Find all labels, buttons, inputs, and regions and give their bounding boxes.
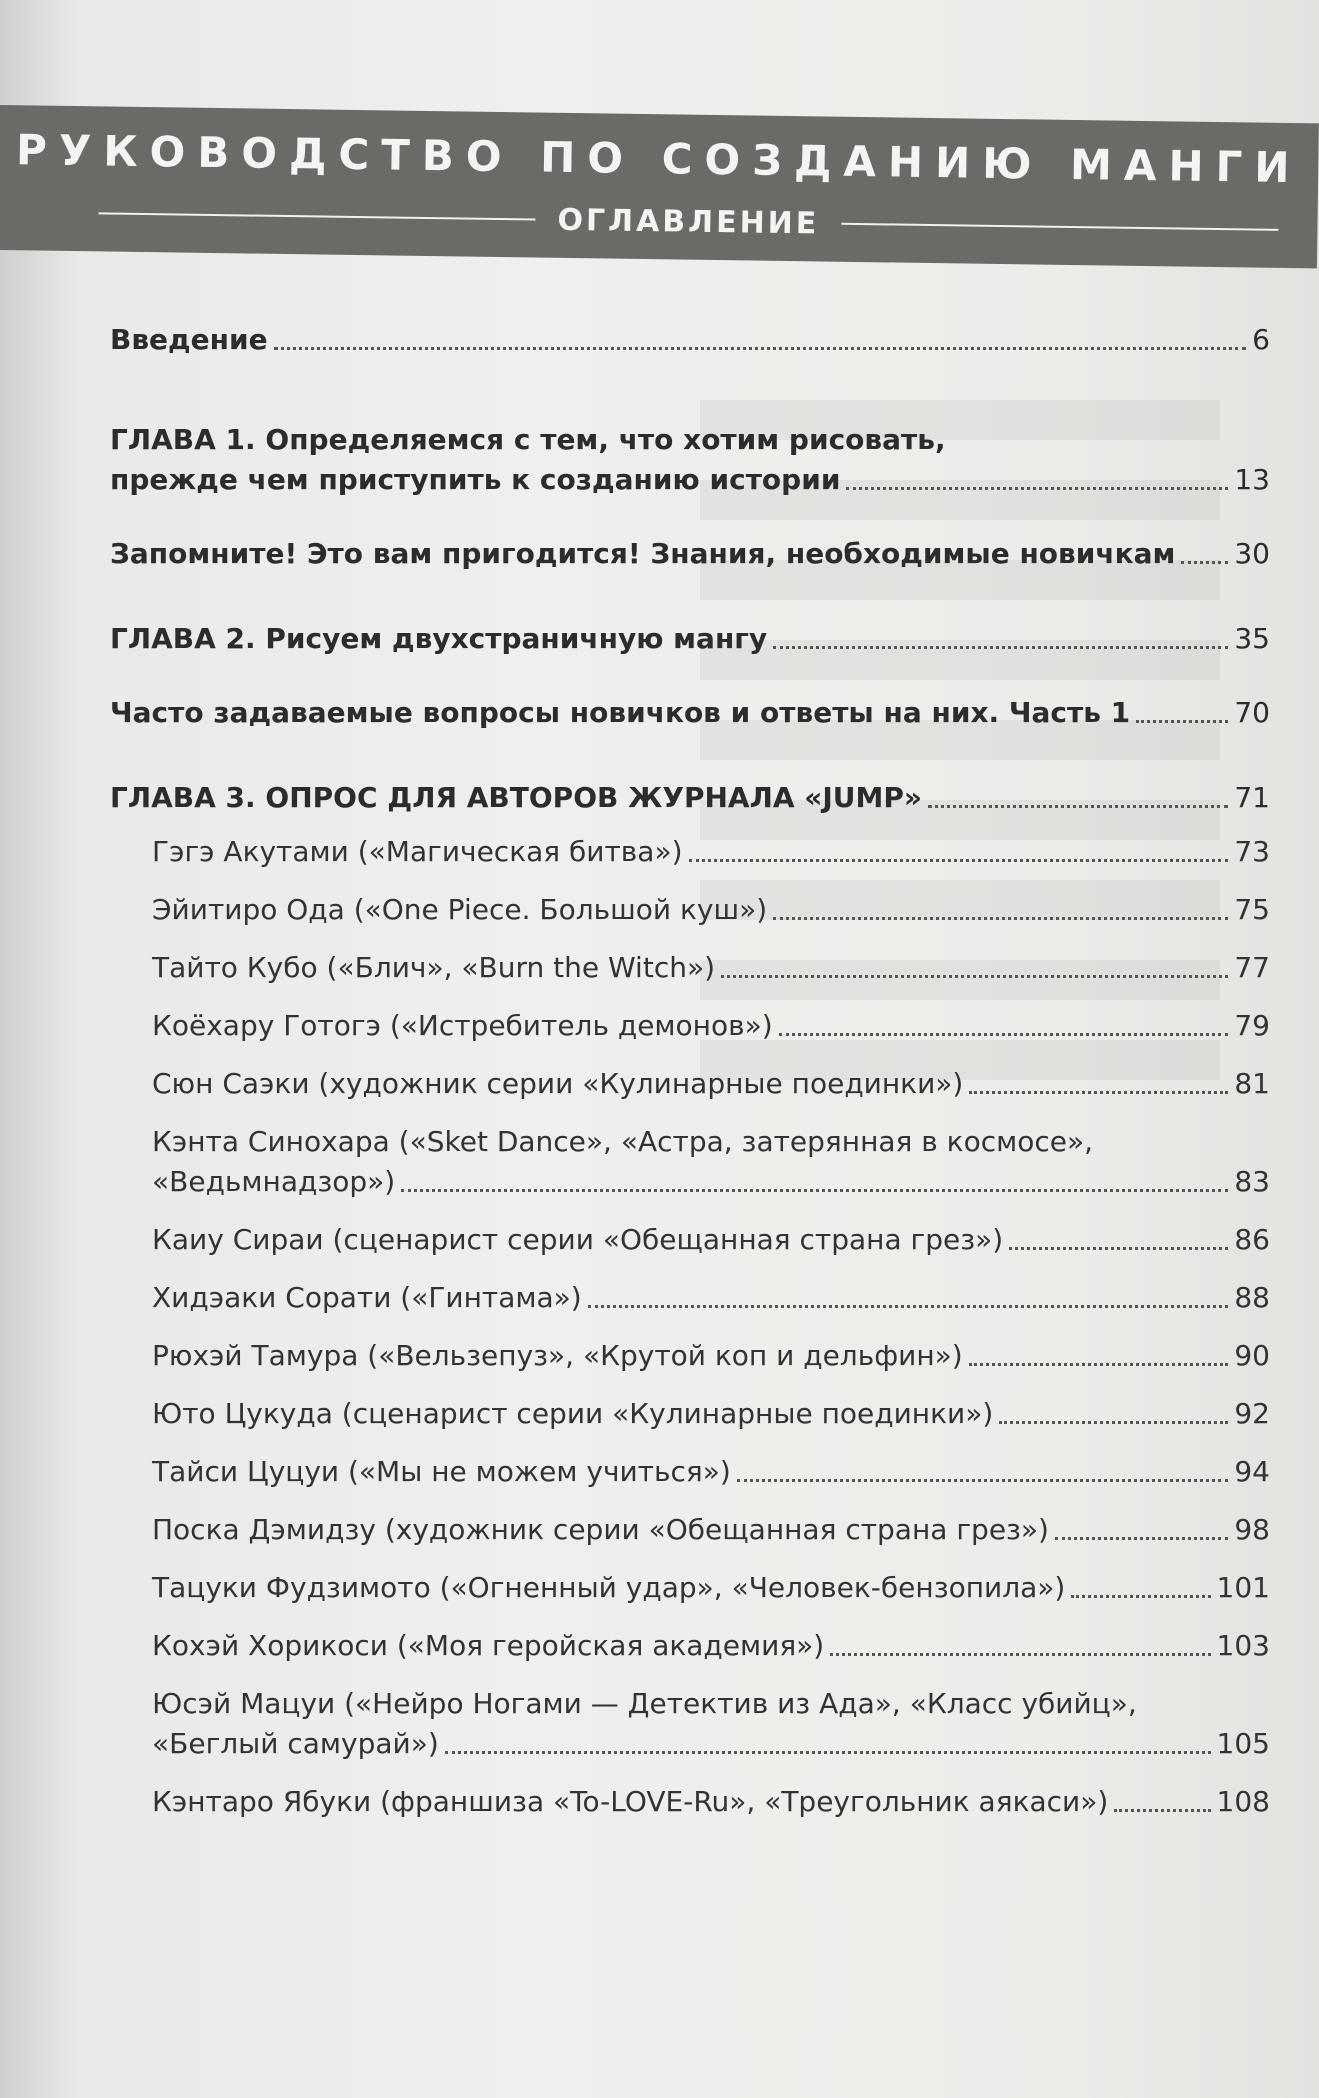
toc-entry <box>110 1626 1270 1666</box>
toc-entry-title: Рюхэй Тамура («Вельзепуз», «Крутой коп и дельфин») <box>152 1339 963 1372</box>
toc-page-number: 81 <box>1234 1067 1270 1100</box>
dot-leader <box>737 1479 1229 1482</box>
dot-leader <box>588 1305 1229 1308</box>
toc-entry-title: Хидэаки Сорати («Гинтама») <box>152 1281 582 1314</box>
toc-page-number: 77 <box>1234 951 1270 984</box>
dot-leader <box>1009 1247 1228 1250</box>
toc-entry-title: прежде чем приступить к созданию истории <box>110 463 841 496</box>
toc-page-number: 98 <box>1234 1513 1270 1546</box>
toc-entry-title-line: ГЛАВА 1. Определяемся с тем, что хотим рисовать, <box>110 423 946 456</box>
toc-page-number: 105 <box>1216 1727 1270 1760</box>
toc-entry-title: Тацуки Фудзимото («Огненный удар», «Человек-бензопила») <box>152 1571 1066 1604</box>
toc-entry <box>110 693 1270 733</box>
dot-leader <box>773 917 1228 920</box>
toc-page-number: 13 <box>1234 463 1270 496</box>
toc-page-number: 30 <box>1234 537 1270 570</box>
dot-leader <box>445 1751 1211 1754</box>
toc-entry <box>110 1452 1270 1492</box>
toc-entry <box>110 420 1270 500</box>
dot-leader <box>1181 561 1228 564</box>
toc-entry <box>110 1394 1270 1434</box>
dot-leader <box>830 1653 1210 1656</box>
dot-leader <box>846 487 1228 490</box>
dot-leader <box>1136 720 1228 723</box>
toc-entry <box>110 1122 1270 1202</box>
book-title: РУКОВОДСТВО ПО СОЗДАНИЮ МАНГИ <box>15 125 1302 193</box>
toc-entry-title-line: Юсэй Мацуи («Нейро Ногами — Детектив из Ада», «Класс убийц», <box>152 1687 1137 1720</box>
dot-leader <box>689 859 1229 862</box>
toc-entry-title: Каиу Сираи (сценарист серии «Обещанная страна грез») <box>152 1223 1004 1256</box>
dot-leader <box>721 975 1228 978</box>
toc-entry-title: ГЛАВА 2. Рисуем двухстраничную мангу <box>110 622 768 655</box>
toc-entry <box>110 1782 1270 1822</box>
toc-page-number: 90 <box>1234 1339 1270 1372</box>
dot-leader <box>274 347 1247 350</box>
toc-page-number: 83 <box>1234 1165 1270 1198</box>
toc-entry <box>110 320 1270 360</box>
contents-heading: ОГЛАВЛЕНИЕ <box>557 202 820 241</box>
dot-leader <box>969 1363 1229 1366</box>
toc-entry-title: Юто Цукуда (сценарист серии «Кулинарные поединки») <box>152 1397 994 1430</box>
toc-entry <box>110 890 1270 930</box>
toc-entry <box>110 1568 1270 1608</box>
header-rule-left <box>98 212 535 220</box>
toc-page-number: 108 <box>1216 1785 1270 1818</box>
toc-page-number: 86 <box>1234 1223 1270 1256</box>
toc-entry <box>110 1336 1270 1376</box>
dot-leader <box>1055 1537 1228 1540</box>
toc-page-number: 6 <box>1252 323 1270 356</box>
toc-entry <box>110 1510 1270 1550</box>
dot-leader <box>773 646 1228 649</box>
header-rule-right <box>841 223 1278 231</box>
toc-page-number: 103 <box>1216 1629 1270 1662</box>
toc-entry-title: Тайси Цуцуи («Мы не можем учиться») <box>152 1455 731 1488</box>
toc-page-number: 70 <box>1234 696 1270 729</box>
toc-entry-title-line: Кэнта Синохара («Sket Dance», «Астра, затерянная в космосе», <box>152 1125 1094 1158</box>
toc-page-number: 71 <box>1234 781 1270 814</box>
toc-entry-title: Поска Дэмидзу (художник серии «Обещанная страна грез») <box>152 1513 1049 1546</box>
toc-entry-title: «Беглый самурай») <box>152 1727 439 1760</box>
dot-leader <box>928 805 1228 808</box>
header-band <box>0 105 1319 268</box>
toc-entry-title: Кохэй Хорикоси («Моя геройская академия») <box>152 1629 825 1662</box>
toc-page-number: 73 <box>1234 835 1270 868</box>
toc-page-number: 35 <box>1234 622 1270 655</box>
toc-entry-title: Кэнтаро Ябуки (франшиза «To-LOVE-Ru», «Треугольник аякаси») <box>152 1785 1109 1818</box>
toc-entry <box>110 534 1270 574</box>
toc-page-number: 101 <box>1216 1571 1270 1604</box>
dot-leader <box>969 1091 1228 1094</box>
toc-entry <box>110 778 1270 818</box>
toc-entry <box>110 1684 1270 1764</box>
toc-entry-title: Сюн Саэки (художник серии «Кулинарные поединки») <box>152 1067 964 1100</box>
toc-entry-title: Коёхару Готогэ («Истребитель демонов») <box>152 1009 773 1042</box>
toc-page-number: 75 <box>1234 893 1270 926</box>
toc-entry-title: Гэгэ Акутами («Магическая битва») <box>152 835 683 868</box>
toc-page-number: 94 <box>1234 1455 1270 1488</box>
dot-leader <box>999 1421 1228 1424</box>
dot-leader <box>401 1189 1228 1192</box>
toc-entry <box>110 832 1270 872</box>
toc-entry-title: «Ведьмнадзор») <box>152 1165 396 1198</box>
toc-page-number: 88 <box>1234 1281 1270 1314</box>
toc-entry-title: Эйитиро Ода («One Piece. Большой куш») <box>152 893 768 926</box>
toc-entry-title: Тайто Кубо («Блич», «Burn the Witch») <box>152 951 716 984</box>
table-of-contents <box>110 320 1270 1822</box>
dot-leader <box>1071 1595 1210 1598</box>
toc-entry <box>110 948 1270 988</box>
dot-leader <box>1114 1809 1210 1812</box>
toc-entry-title: Запомните! Это вам пригодится! Знания, необходимые новичкам <box>110 537 1176 570</box>
toc-entry <box>110 1278 1270 1318</box>
header-subtitle-row <box>98 191 1278 251</box>
toc-page-number: 79 <box>1234 1009 1270 1042</box>
toc-entry-title: Часто задаваемые вопросы новичков и ответы на них. Часть 1 <box>110 696 1131 729</box>
toc-entry-title: ГЛАВА 3. ОПРОС ДЛЯ АВТОРОВ ЖУРНАЛА «JUMP» <box>110 781 922 814</box>
toc-entry-title: Введение <box>110 323 268 356</box>
toc-entry <box>110 619 1270 659</box>
toc-entry <box>110 1006 1270 1046</box>
toc-page-number: 92 <box>1234 1397 1270 1430</box>
toc-entry <box>110 1064 1270 1104</box>
dot-leader <box>779 1033 1229 1036</box>
toc-entry <box>110 1220 1270 1260</box>
